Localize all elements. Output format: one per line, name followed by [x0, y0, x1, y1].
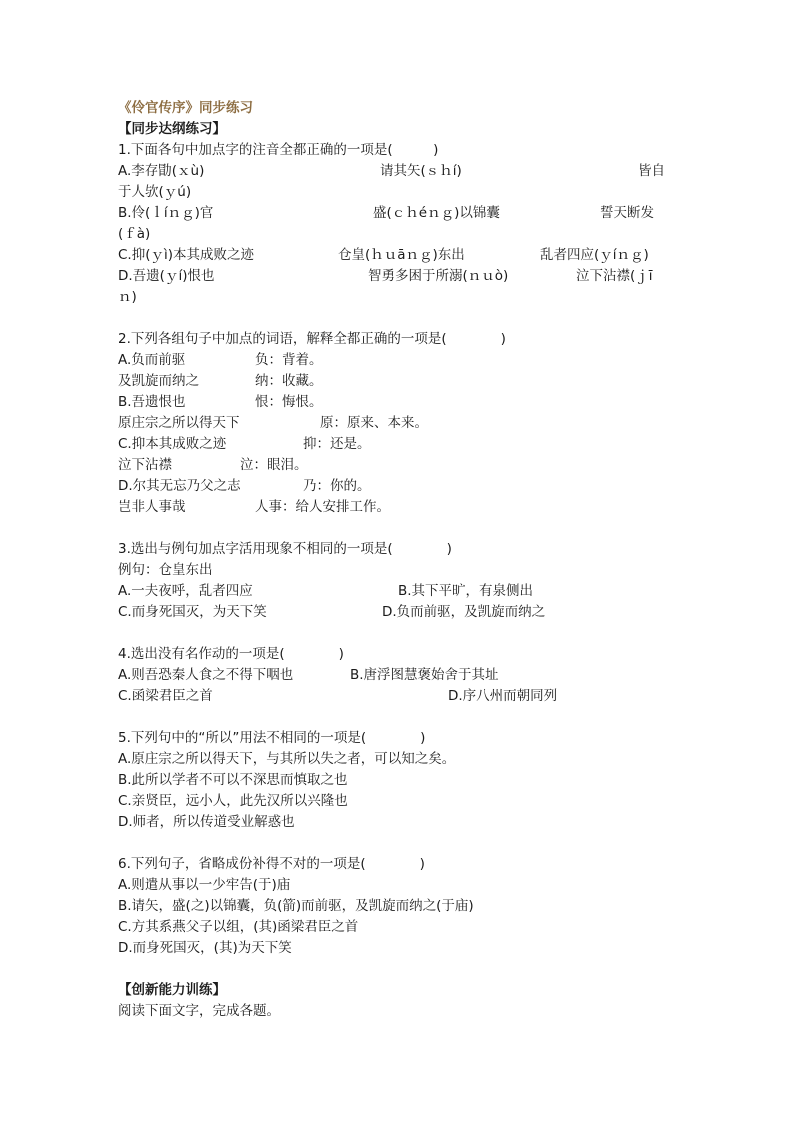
question-5-option-d: D.师者，所以传道受业解惑也	[118, 814, 295, 830]
option-a-note-2: 纳：收藏。	[255, 373, 323, 389]
reading-instruction: 阅读下面文字，完成各题。	[118, 1003, 280, 1019]
question-5-stem: 5.下列句中的“所以”用法不相同的一项是( )	[118, 730, 426, 746]
option-b: B.唐浮图慧褒始舍于其址	[350, 667, 499, 683]
option-d: D.负而前驱，及凯旋而纳之	[382, 604, 546, 620]
question-4-stem: 4.选出没有名作动的一项是( )	[118, 646, 344, 662]
option-c: C.而身死国灭，为天下笑	[118, 604, 267, 620]
option-a: A.一夫夜呼，乱者四应	[118, 583, 253, 599]
question-4-row-cd	[118, 686, 678, 707]
option-b-part1: B.伶(ｌíｎｇ)官	[118, 205, 214, 221]
option-c-part1: C.抑(ｙì)本其成败之迹	[118, 247, 255, 263]
document-page	[118, 98, 678, 1022]
section-title-practice: 【同步达纲练习】	[118, 121, 226, 137]
section-title-innovation: 【创新能力训练】	[118, 982, 226, 998]
option-c-note-2: 泣：眼泪。	[240, 457, 308, 473]
option-d: D.序八州而朝同列	[448, 688, 558, 704]
question-4-row-ab	[118, 665, 678, 686]
question-6-stem: 6.下列句子，省略成份补得不对的一项是( )	[118, 856, 425, 872]
option-d-part1: D.吾遗(ｙí)恨也	[118, 268, 215, 284]
option-a: A.则吾恐秦人食之不得下咽也	[118, 667, 294, 683]
option-b: B.其下平旷，有泉侧出	[398, 583, 534, 599]
question-5-option-a: A.原庄宗之所以得天下，与其所以失之者，可以知之矣。	[118, 751, 456, 767]
option-a-part3: 皆自	[638, 163, 665, 179]
question-2-d1	[118, 476, 678, 497]
option-a-note: 负：背着。	[255, 352, 323, 368]
question-6-option-a: A.则遣从事以一少牢告(于)庙	[118, 877, 291, 893]
option-d-note: 乃：你的。	[303, 478, 371, 494]
question-2-stem: 2.下列各组句子中加点的词语，解释全都正确的一项是( )	[118, 331, 506, 347]
question-5-option-c: C.亲贤臣，远小人，此先汉所以兴隆也	[118, 793, 348, 809]
question-1-row-b-cont: (ｆà)	[118, 226, 151, 242]
option-a-phrase-2: 及凯旋而纳之	[118, 373, 199, 389]
question-3-stem: 3.选出与例句加点字活用现象不相同的一项是( )	[118, 541, 452, 557]
option-b-note-2: 原：原来、本来。	[320, 415, 428, 431]
option-d-note-2: 人事：给人安排工作。	[255, 499, 390, 515]
question-6-option-d: D.而身死国灭，(其)为天下笑	[118, 940, 292, 956]
question-1-row-b	[118, 203, 678, 224]
option-c: C.函梁君臣之首	[118, 688, 213, 704]
option-c-part3: 乱者四应(ｙíｎｇ)	[540, 247, 649, 263]
question-6-option-b: B.请矢，盛(之)以锦囊，负(箭)而前驱，及凯旋而纳之(于庙)	[118, 898, 474, 914]
option-a-part1: A.李存勖(ｘù)	[118, 163, 205, 179]
option-a-phrase: A.负而前驱	[118, 352, 186, 368]
question-5-option-b: B.此所以学者不可以不深思而慎取之也	[118, 772, 348, 788]
question-2-b1	[118, 392, 678, 413]
question-2-c2	[118, 455, 678, 476]
option-c-note: 抑：还是。	[303, 436, 371, 452]
question-1-row-a	[118, 161, 678, 182]
option-d-part3: 泣下沾襟(ｊī	[576, 268, 653, 284]
option-c-phrase-2: 泣下沾襟	[118, 457, 172, 473]
question-6-option-c: C.方其系燕父子以组，(其)函梁君臣之首	[118, 919, 359, 935]
question-1-row-a-cont: 于人欤(ｙú)	[118, 184, 192, 200]
option-d-phrase: D.尔其无忘乃父之志	[118, 478, 241, 494]
option-b-note: 恨：悔恨。	[255, 394, 323, 410]
question-2-c1	[118, 434, 678, 455]
question-1-stem: 1.下面各句中加点字的注音全都正确的一项是( )	[118, 142, 439, 158]
question-3-example: 例句：仓皇东出	[118, 562, 213, 578]
option-c-part2: 仓皇(ｈｕāｎｇ)东出	[338, 247, 465, 263]
question-1-row-c	[118, 245, 678, 266]
question-2-b2	[118, 413, 678, 434]
option-d-phrase-2: 岂非人事哉	[118, 499, 186, 515]
question-3-row-cd	[118, 602, 678, 623]
question-2-a1	[118, 350, 678, 371]
document-title: 《伶官传序》同步练习	[118, 100, 253, 116]
option-a-part2: 请其矢(ｓｈí)	[380, 163, 462, 179]
option-b-part3: 誓天断发	[600, 205, 654, 221]
question-3-row-ab	[118, 581, 678, 602]
question-1-row-d	[118, 266, 678, 287]
option-b-phrase: B.吾遗恨也	[118, 394, 186, 410]
question-2-d2	[118, 497, 678, 518]
option-b-phrase-2: 原庄宗之所以得天下	[118, 415, 240, 431]
question-2-a2	[118, 371, 678, 392]
option-b-part2: 盛(ｃｈéｎｇ)以锦囊	[373, 205, 500, 221]
option-d-part2: 智勇多困于所溺(ｎｕò)	[368, 268, 509, 284]
option-c-phrase: C.抑本其成败之迹	[118, 436, 227, 452]
question-1-row-d-cont: ｎ)	[118, 289, 137, 305]
